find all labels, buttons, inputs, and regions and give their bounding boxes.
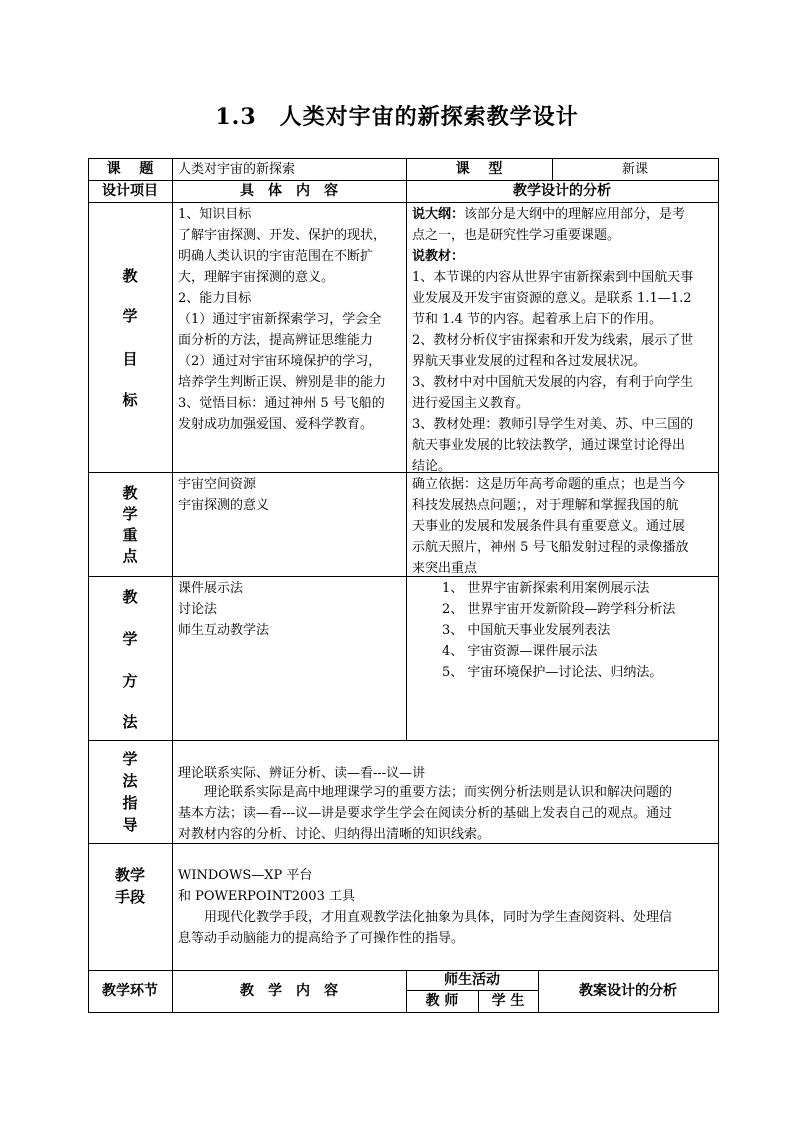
- goals-content-line: 培养学生判断正误、辨别是非的能力: [178, 375, 387, 390]
- means-line-2: 和 POWERPOINT2003 工具: [178, 889, 355, 904]
- goals-content-line: 面分析的方法，提高辨证思维能力: [178, 333, 374, 348]
- study-line-3: 基本方法；读—看---议—讲是要求学生学会在阅读分析的基础上发表自己的观点。通过: [178, 806, 673, 821]
- focus-analysis-line: 科技发展热点问题；，对于理解和掌握我国的航: [412, 498, 679, 513]
- goals-content: [178, 204, 404, 435]
- methods-analysis-line: 5、 宇宙环境保护—讨论法、归纳法。: [442, 665, 663, 680]
- goals-analysis-line: [412, 246, 716, 267]
- focus-content-line: 宇宙空间资源: [178, 477, 257, 492]
- focus-label-4: 点: [122, 547, 138, 565]
- means-line-3: 用现代化教学手段，才用直观教学法化抽象为具体，同时为学生查阅资料、处理信: [204, 910, 673, 925]
- goals-analysis-text: 航天事业发展的比较法教学，通过课堂讨论得出: [412, 438, 686, 453]
- footer-activity: 师生活动: [444, 972, 500, 988]
- goals-analysis-line: [412, 288, 716, 309]
- goals-content-line: （1）通过宇宙新探索学习，学会全: [178, 312, 382, 327]
- study-label-4: 导: [122, 816, 138, 834]
- goals-analysis-line: [412, 267, 716, 288]
- focus-label-1: 教: [122, 484, 138, 502]
- methods-analysis: [442, 578, 716, 683]
- goals-analysis-line: [412, 309, 716, 330]
- study-line-1: 理论联系实际、辨证分析、读—看---议—讲: [178, 766, 426, 781]
- course-value: 人类对宇宙的新探索: [178, 162, 296, 177]
- goals-analysis-text: 结论。: [412, 459, 452, 474]
- study-label: [88, 748, 172, 836]
- goals-label-3: 目: [122, 350, 138, 368]
- focus-label: [88, 483, 172, 567]
- goals-content-line: 2、能力目标: [178, 291, 252, 306]
- focus-content-line: 宇宙探测的意义: [178, 498, 270, 513]
- goals-analysis-text: 3、教材处理：教师引导学生对美、苏、中三国的: [412, 417, 694, 432]
- goals-analysis-line: [412, 435, 716, 456]
- methods-content-line: 师生互动教学法: [178, 623, 270, 638]
- footer-stage: 教学环节: [102, 983, 158, 999]
- goals-analysis-text: 点之一，也是研究性学习重要课题。: [412, 228, 621, 243]
- goals-analysis-line: [412, 225, 716, 246]
- focus-label-3: 重: [122, 526, 138, 544]
- goals-analysis-line: [412, 372, 716, 393]
- footer-student: 学 生: [491, 993, 525, 1009]
- focus-analysis-line: 示航天照片，神州 5 号飞船发射过程的录像播放: [412, 540, 689, 555]
- goals-content-line: 大，理解宇宙探测的意义。: [178, 270, 335, 285]
- footer-content: 教 学 内 容: [240, 983, 338, 999]
- goals-analysis-text: 2、教材分析仪宇宙探索和开发为线索，展示了世: [412, 333, 694, 348]
- header-design-item: 设计项目: [102, 183, 158, 199]
- methods-content-line: 讨论法: [178, 602, 218, 617]
- goals-analysis-line: [412, 330, 716, 351]
- header-analysis: 教学设计的分析: [513, 183, 611, 199]
- means-line-1: WINDOWS—XP 平台: [178, 868, 313, 883]
- methods-label-1: 教: [122, 588, 138, 606]
- means-label: [88, 864, 172, 908]
- methods-content-line: 课件展示法: [178, 581, 244, 596]
- type-label: 课 型: [455, 161, 503, 177]
- goals-content-line: （2）通过对宇宙环境保护的学习，: [178, 354, 382, 369]
- methods-analysis-line: 4、 宇宙资源—课件展示法: [442, 644, 598, 659]
- focus-analysis-line: 确立依据：这是历年高考命题的重点；也是当今: [412, 477, 686, 492]
- goals-analysis-heading: 说教材：: [412, 249, 465, 264]
- goals-label-4: 标: [122, 391, 138, 409]
- page-title: 1.3 人类对宇宙的新探索教学设计: [215, 104, 579, 130]
- footer-teacher: 教 师: [425, 993, 459, 1009]
- focus-analysis-line: 来突出重点: [412, 561, 478, 576]
- focus-analysis-line: 天事业的发展和发展条件具有重要意义。通过展: [412, 519, 686, 534]
- goals-analysis-text: 1、本节课的内容从世界宇宙新探索到中国航天事: [412, 270, 694, 285]
- goals-content-line: 发射成功加强爱国、爱科学教育。: [178, 417, 374, 432]
- goals-analysis-text: 该部分是大纲中的理解应用部分，是考: [464, 207, 686, 222]
- goals-analysis-heading: 说大纲：: [412, 207, 465, 222]
- footer-analysis: 教案设计的分析: [579, 983, 677, 999]
- goals-analysis-line: [412, 414, 716, 435]
- focus-label-2: 学: [122, 505, 138, 523]
- goals-analysis-line: [412, 351, 716, 372]
- type-value: 新课: [621, 162, 648, 177]
- study-label-1: 学: [122, 750, 138, 768]
- goals-analysis-text: 业发展及开发宇宙资源的意义。是联系 1.1—1.2: [412, 291, 692, 306]
- focus-analysis: [412, 474, 716, 579]
- study-label-3: 指: [122, 794, 138, 812]
- course-label: 课 题: [106, 161, 154, 177]
- methods-label-3: 方: [122, 672, 138, 690]
- methods-content: [178, 578, 404, 641]
- goals-analysis-text: 节和 1.4 节的内容。起着承上启下的作用。: [412, 312, 662, 327]
- methods-label-4: 法: [122, 713, 138, 731]
- means-label-2: 手段: [114, 888, 145, 906]
- methods-label-2: 学: [122, 630, 138, 648]
- means-line-4: 息等动手动脑能力的提高给予了可操作性的指导。: [178, 931, 465, 946]
- methods-analysis-line: 1、 世界宇宙新探索利用案例展示法: [442, 581, 650, 596]
- goals-analysis-text: 3、教材中对中国航天发展的内容，有利于向学生: [412, 375, 694, 390]
- goals-analysis: [412, 204, 716, 477]
- study-line-4: 对教材内容的分析、讨论、归纳得出清晰的知识线索。: [178, 827, 491, 842]
- study-line-2: 理论联系实际是高中地理课学习的重要方法；而实例分析法则是认识和解决问题的: [204, 785, 673, 800]
- goals-analysis-line: [412, 393, 716, 414]
- means-label-1: 教学: [114, 866, 145, 884]
- methods-analysis-line: 3、 中国航天事业发展列表法: [442, 623, 611, 638]
- goals-analysis-text: 进行爱国主义教育。: [412, 396, 530, 411]
- focus-content: [178, 474, 404, 516]
- goals-content-line: 了解宇宙探测、开发、保护的现状，: [178, 228, 387, 243]
- study-label-2: 法: [122, 772, 138, 790]
- header-content: 具 体 内 容: [240, 183, 338, 199]
- goals-content-line: 1、知识目标: [178, 207, 252, 222]
- goals-label-2: 学: [122, 307, 138, 325]
- methods-analysis-line: 2、 世界宇宙开发新阶段—跨学科分析法: [442, 602, 676, 617]
- goals-label-1: 教: [122, 267, 138, 285]
- goals-content-line: 明确人类认识的宇宙范围在不断扩: [178, 249, 374, 264]
- goals-content-line: 3、觉悟目标：通过神州 5 号飞船的: [178, 396, 385, 411]
- goals-analysis-line: [412, 204, 716, 225]
- goals-analysis-text: 界航天事业发展的过程和各过发展状况。: [412, 354, 647, 369]
